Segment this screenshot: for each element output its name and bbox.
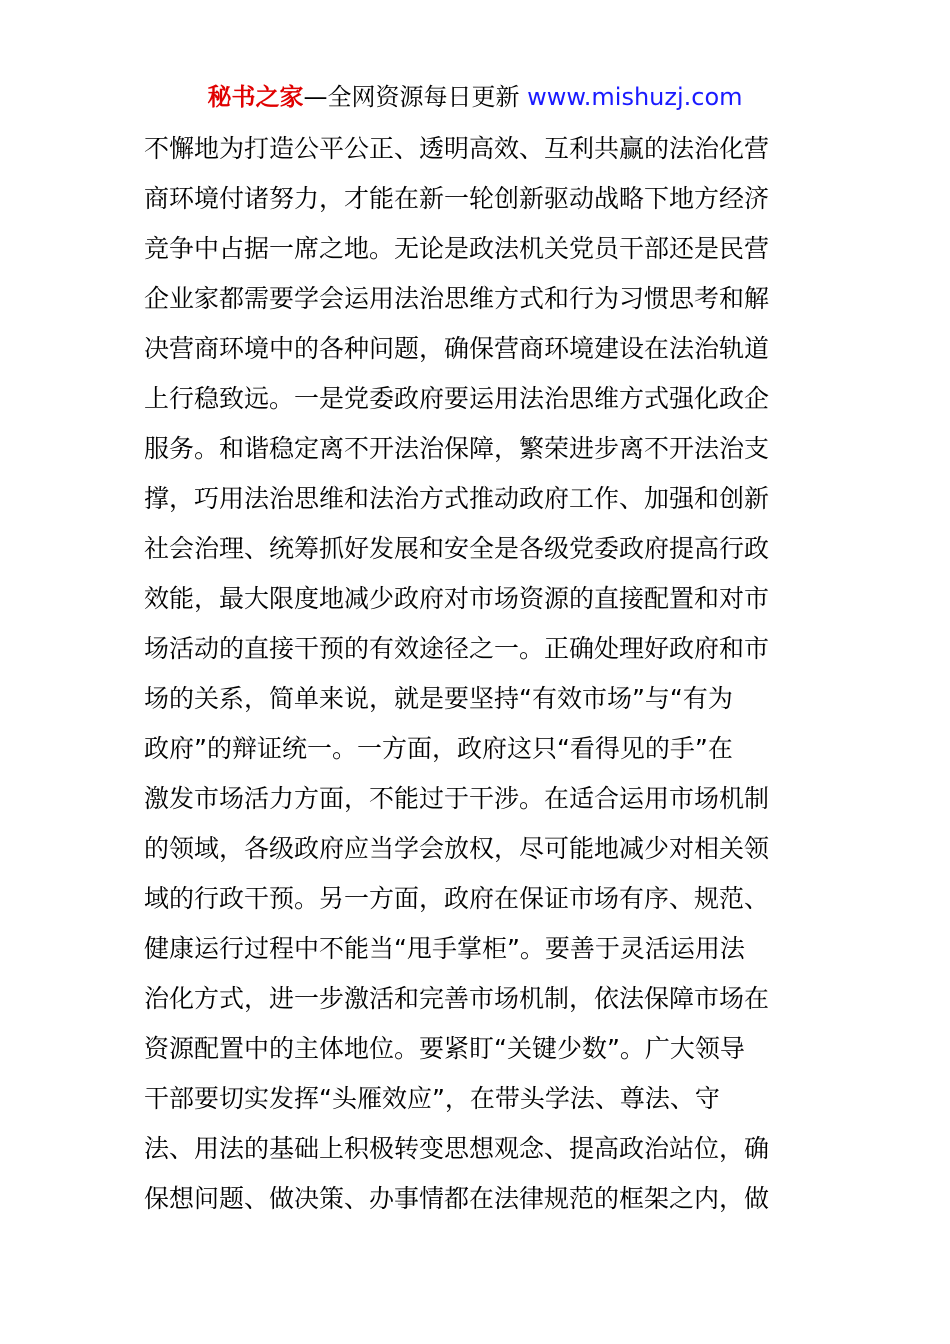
text-line: 政府”的辩证统一。一方面，政府这只“看得见的手”在 — [144, 734, 733, 763]
website-link[interactable]: www.mishuzj.com — [527, 83, 743, 111]
text-line: 撑，巧用法治思维和法治方式推动政府工作、加强和创新 — [144, 484, 770, 513]
text-line: 场的关系，简单来说，就是要坚持“有效市场”与“有为 — [144, 684, 733, 713]
text-line: 场活动的直接干预的有效途径之一。正确处理好政府和市 — [144, 634, 770, 663]
text-line: 企业家都需要学会运用法治思维方式和行为习惯思考和解 — [144, 284, 770, 313]
text-line: 上行稳致远。一是党委政府要运用法治思维方式强化政企 — [144, 384, 770, 413]
article-body — [144, 124, 814, 1224]
text-line: 社会治理、统筹抓好发展和安全是各级党委政府提高行政 — [144, 534, 770, 563]
text-line: 激发市场活力方面，不能过于干涉。在适合运用市场机制 — [144, 784, 770, 813]
text-line: 保想问题、做决策、办事情都在法律规范的框架之内，做 — [144, 1184, 770, 1213]
text-line: 治化方式，进一步激活和完善市场机制，依法保障市场在 — [144, 984, 770, 1013]
text-line: 不懈地为打造公平公正、透明高效、互利共赢的法治化营 — [144, 134, 770, 163]
brand-name: 秘书之家 — [207, 83, 304, 111]
text-line: 法、用法的基础上积极转变思想观念、提高政治站位，确 — [144, 1134, 770, 1163]
text-line: 竞争中占据一席之地。无论是政法机关党员干部还是民营 — [144, 234, 770, 263]
header-tagline: —全网资源每日更新 — [303, 83, 528, 111]
text-line: 域的行政干预。另一方面，政府在保证市场有序、规范、 — [144, 884, 770, 913]
text-line: 资源配置中的主体地位。要紧盯“关键少数”。广大领导 — [144, 1034, 745, 1063]
text-line: 服务。和谐稳定离不开法治保障，繁荣进步离不开法治支 — [144, 434, 770, 463]
page-header — [0, 80, 950, 114]
text-line: 的领域，各级政府应当学会放权，尽可能地减少对相关领 — [144, 834, 770, 863]
text-line: 效能，最大限度地减少政府对市场资源的直接配置和对市 — [144, 584, 770, 613]
text-line: 干部要切实发挥“头雁效应”，在带头学法、尊法、守 — [144, 1084, 720, 1113]
text-line: 健康运行过程中不能当“甩手掌柜”。要善于灵活运用法 — [144, 934, 745, 963]
text-line: 决营商环境中的各种问题，确保营商环境建设在法治轨道 — [144, 334, 770, 363]
text-line: 商环境付诸努力，才能在新一轮创新驱动战略下地方经济 — [144, 184, 770, 213]
